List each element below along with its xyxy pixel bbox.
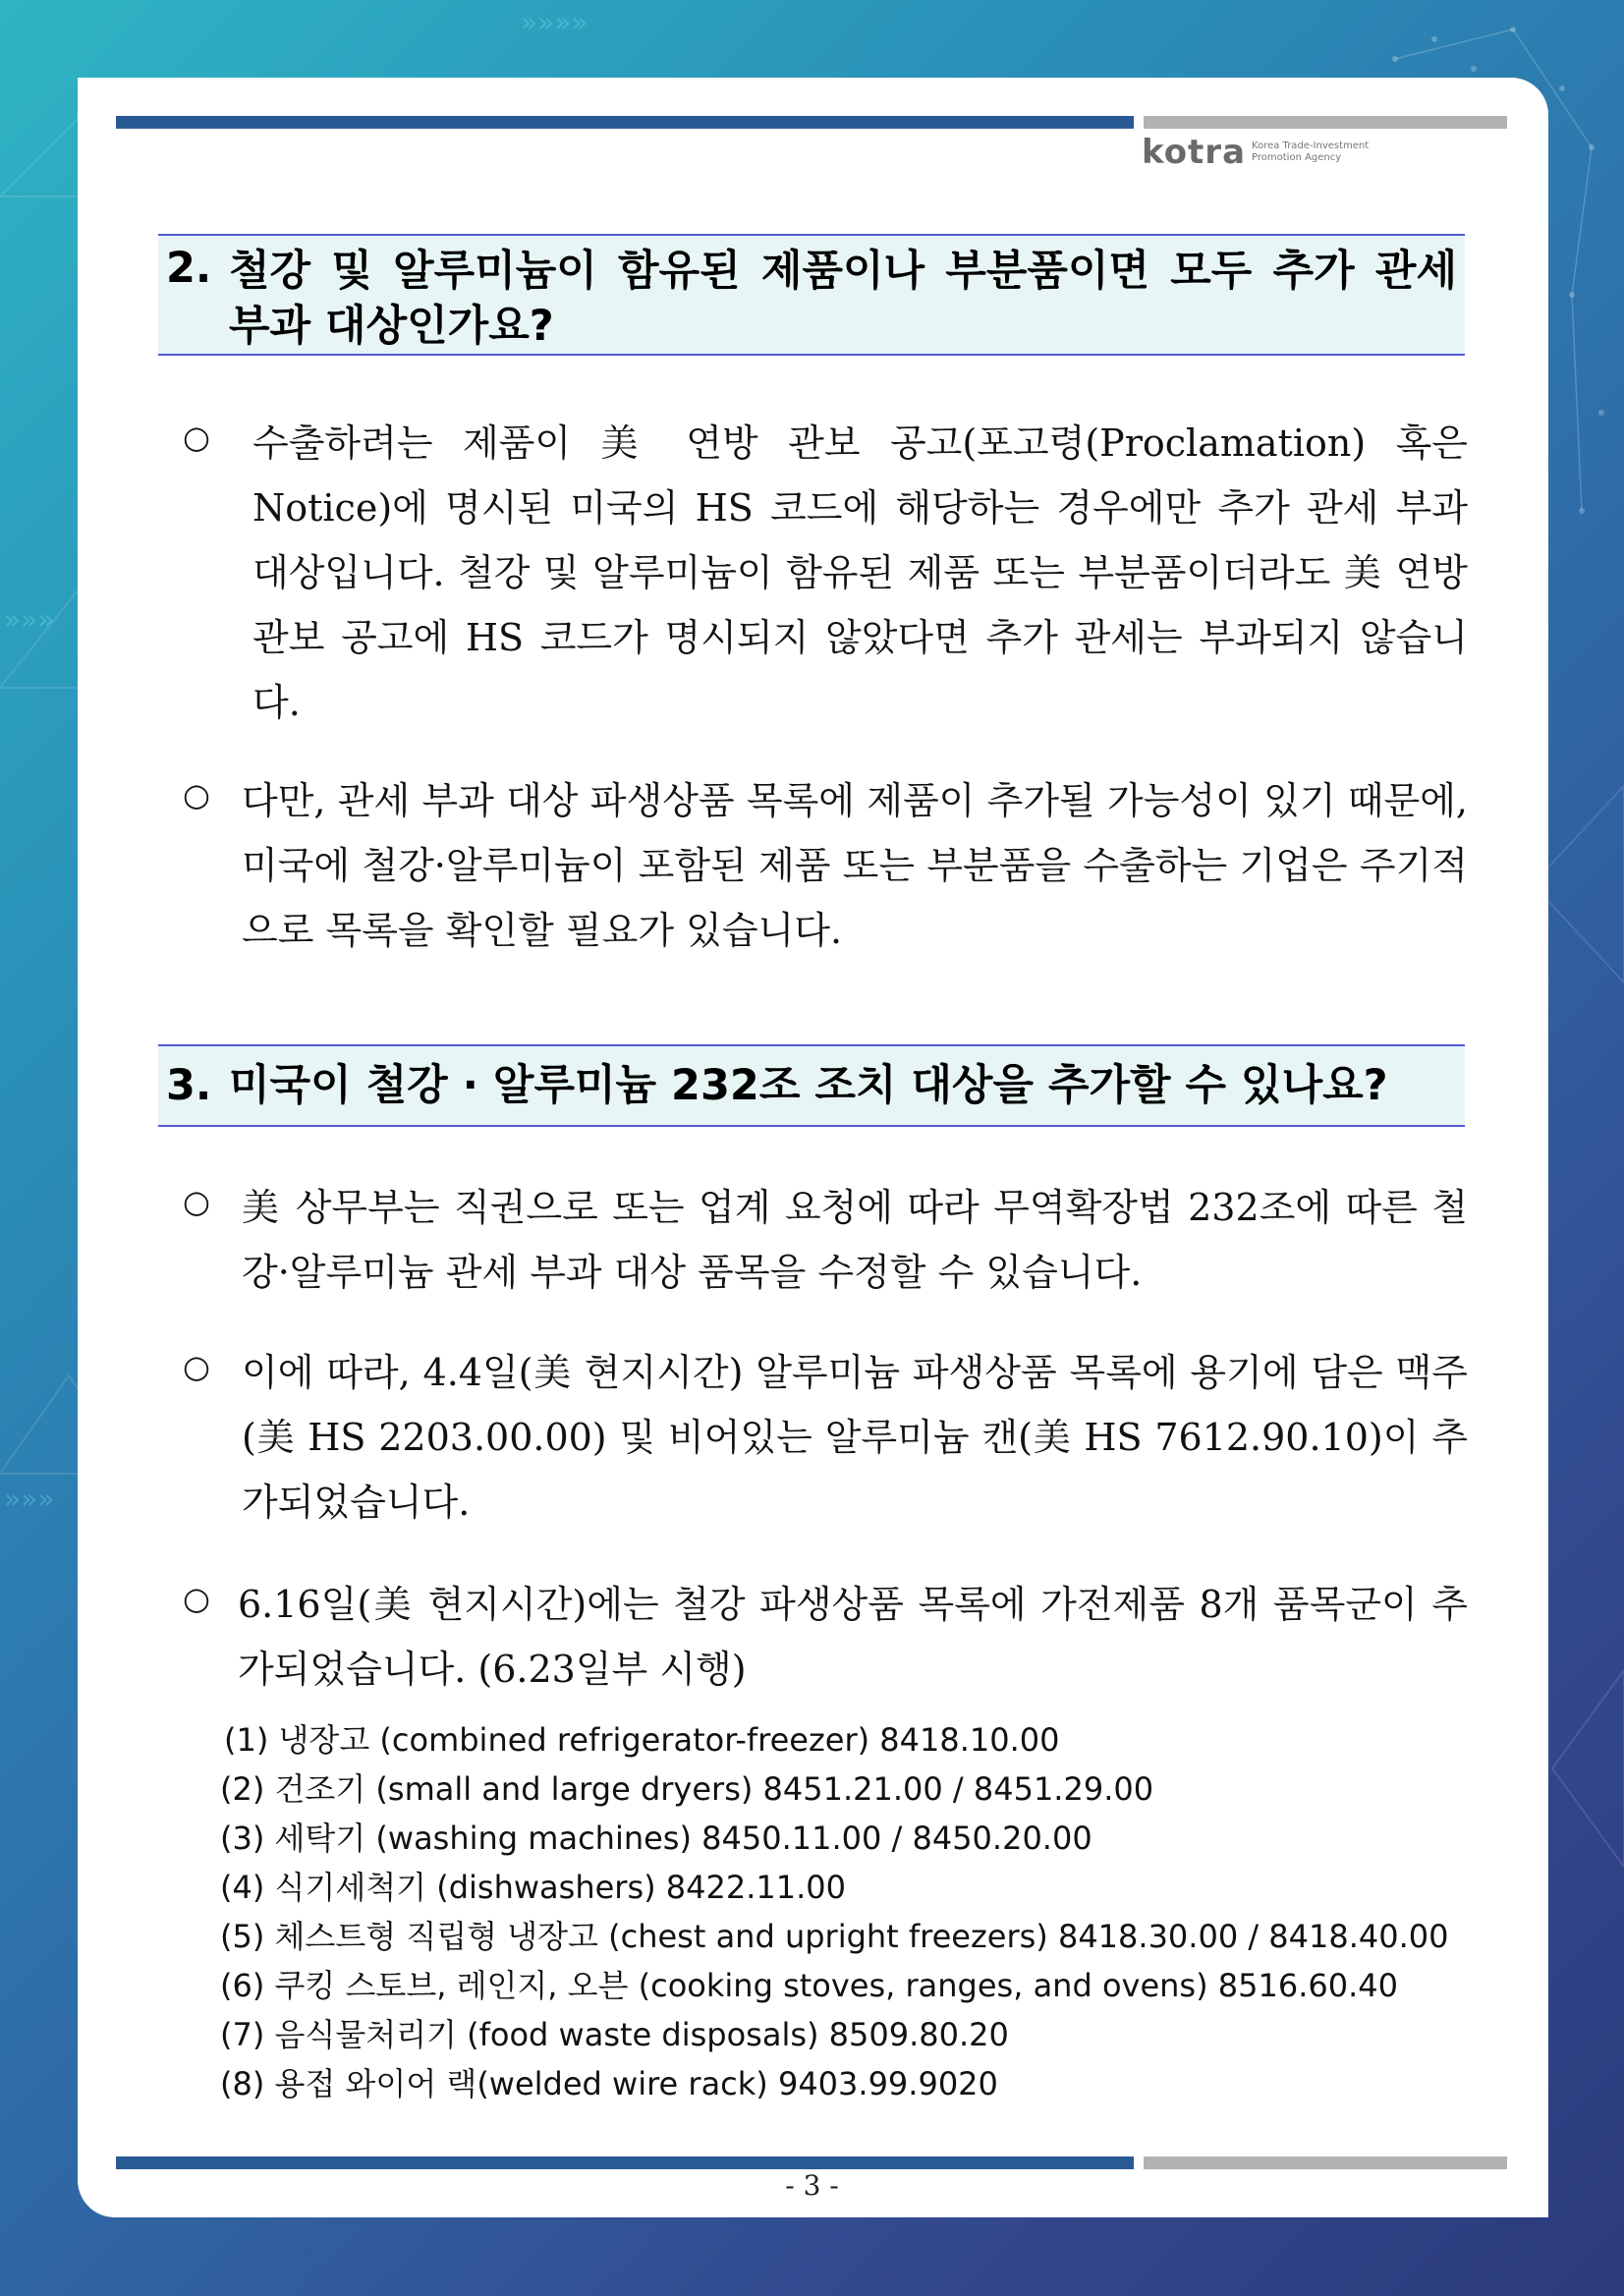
svg-text:»»»»: »»»» [521, 6, 588, 38]
section-2-title: 철강 및 알루미늄이 함유된 제품이나 부분품이면 모두 추가 관세 부과 대상인가요? [229, 247, 1457, 351]
paragraph-text: 이에 따라, 4.4일(美 현지시간) 알루미늄 파생상품 목록에 용기에 담은 맥주(美 HS 2203.00.00) 및 비어있는 알루미늄 캔(美 HS 7612.90.10)이 추가되었습니다. [242, 1351, 1468, 1524]
bullet-symbol: ○ [183, 776, 210, 813]
footer-bar-blue [116, 2156, 1134, 2169]
paragraph-text: 다만, 관세 부과 대상 파생상품 목록에 제품이 추가될 가능성이 있기 때문에, 미국에 철강·알루미늄이 포함된 제품 또는 부분품을 수출하는 기업은 주기적으로 목록을 확인할 필요가 있습니다. [242, 779, 1468, 952]
paragraph-text: 6.16일(美 현지시간)에는 철강 파생상품 목록에 가전제품 8개 품목군이 추가되었습니다. (6.23일부 시행) [238, 1583, 1468, 1691]
svg-text:»»»: »»» [4, 603, 55, 636]
list-item: (7) 음식물처리기 (food waste disposals) 8509.80.20 [220, 2016, 1009, 2053]
list-item: (8) 용접 와이어 랙(welded wire rack) 9403.99.9020 [220, 2065, 998, 2102]
list-item: (4) 식기세척기 (dishwashers) 8422.11.00 [220, 1869, 846, 1906]
paragraph-text: 수출하려는 제품이 美 연방 관보 공고(포고령(Proclamation) 혹은 Notice)에 명시된 미국의 HS 코드에 해당하는 경우에만 추가 관세 부과 대상입니다. 철강 및 알루미늄이 함유된 제품 또는 부분품이더라도 美 연방 관보 공고에 HS 코드가 명시되지 않았다면 추가 관세는 부과되지 않습니다. [252, 421, 1468, 724]
svg-text:»»»: »»» [4, 1483, 55, 1515]
bullet-symbol: ○ [183, 1183, 210, 1220]
list-item: (3) 세탁기 (washing machines) 8450.11.00 / 8450.20.00 [220, 1820, 1092, 1857]
section-3-number: 3. [166, 1061, 212, 1110]
logo-subtitle: Korea Trade-Investment Promotion Agency [1252, 140, 1370, 163]
section-2-number: 2. [166, 244, 212, 293]
header-bar-gray [1144, 116, 1507, 129]
list-item: (2) 건조기 (small and large dryers) 8451.21.00 / 8451.29.00 [220, 1770, 1154, 1808]
list-item: (6) 쿠킹 스토브, 레인지, 오븐 (cooking stoves, ranges, and ovens) 8516.60.40 [220, 1967, 1398, 2004]
page-number: - 3 - [785, 2169, 839, 2202]
paragraph-text: 美 상무부는 직권으로 또는 업계 요청에 따라 무역확장법 232조에 따른 철강·알루미늄 관세 부과 대상 품목을 수정할 수 있습니다. [242, 1186, 1468, 1294]
footer-bar-gray [1144, 2156, 1507, 2169]
section-3-title: 미국이 철강 · 알루미늄 232조 조치 대상을 추가할 수 있나요? [229, 1061, 1388, 1110]
section-3-heading [158, 1044, 1465, 1127]
list-item: (5) 체스트형 직립형 냉장고 (chest and upright freezers) 8418.30.00 / 8418.40.00 [220, 1918, 1449, 1955]
header-bar-blue [116, 116, 1134, 129]
bullet-symbol: ○ [183, 1348, 210, 1385]
section-2-heading [158, 234, 1465, 356]
logo-mark: kotra [1142, 133, 1247, 172]
bullet-symbol: ○ [183, 1580, 210, 1617]
bullet-symbol: ○ [183, 419, 210, 456]
list-item: (1) 냉장고 (combined refrigerator-freezer) 8418.10.00 [224, 1721, 1060, 1759]
kotra-logo [1142, 133, 1399, 172]
